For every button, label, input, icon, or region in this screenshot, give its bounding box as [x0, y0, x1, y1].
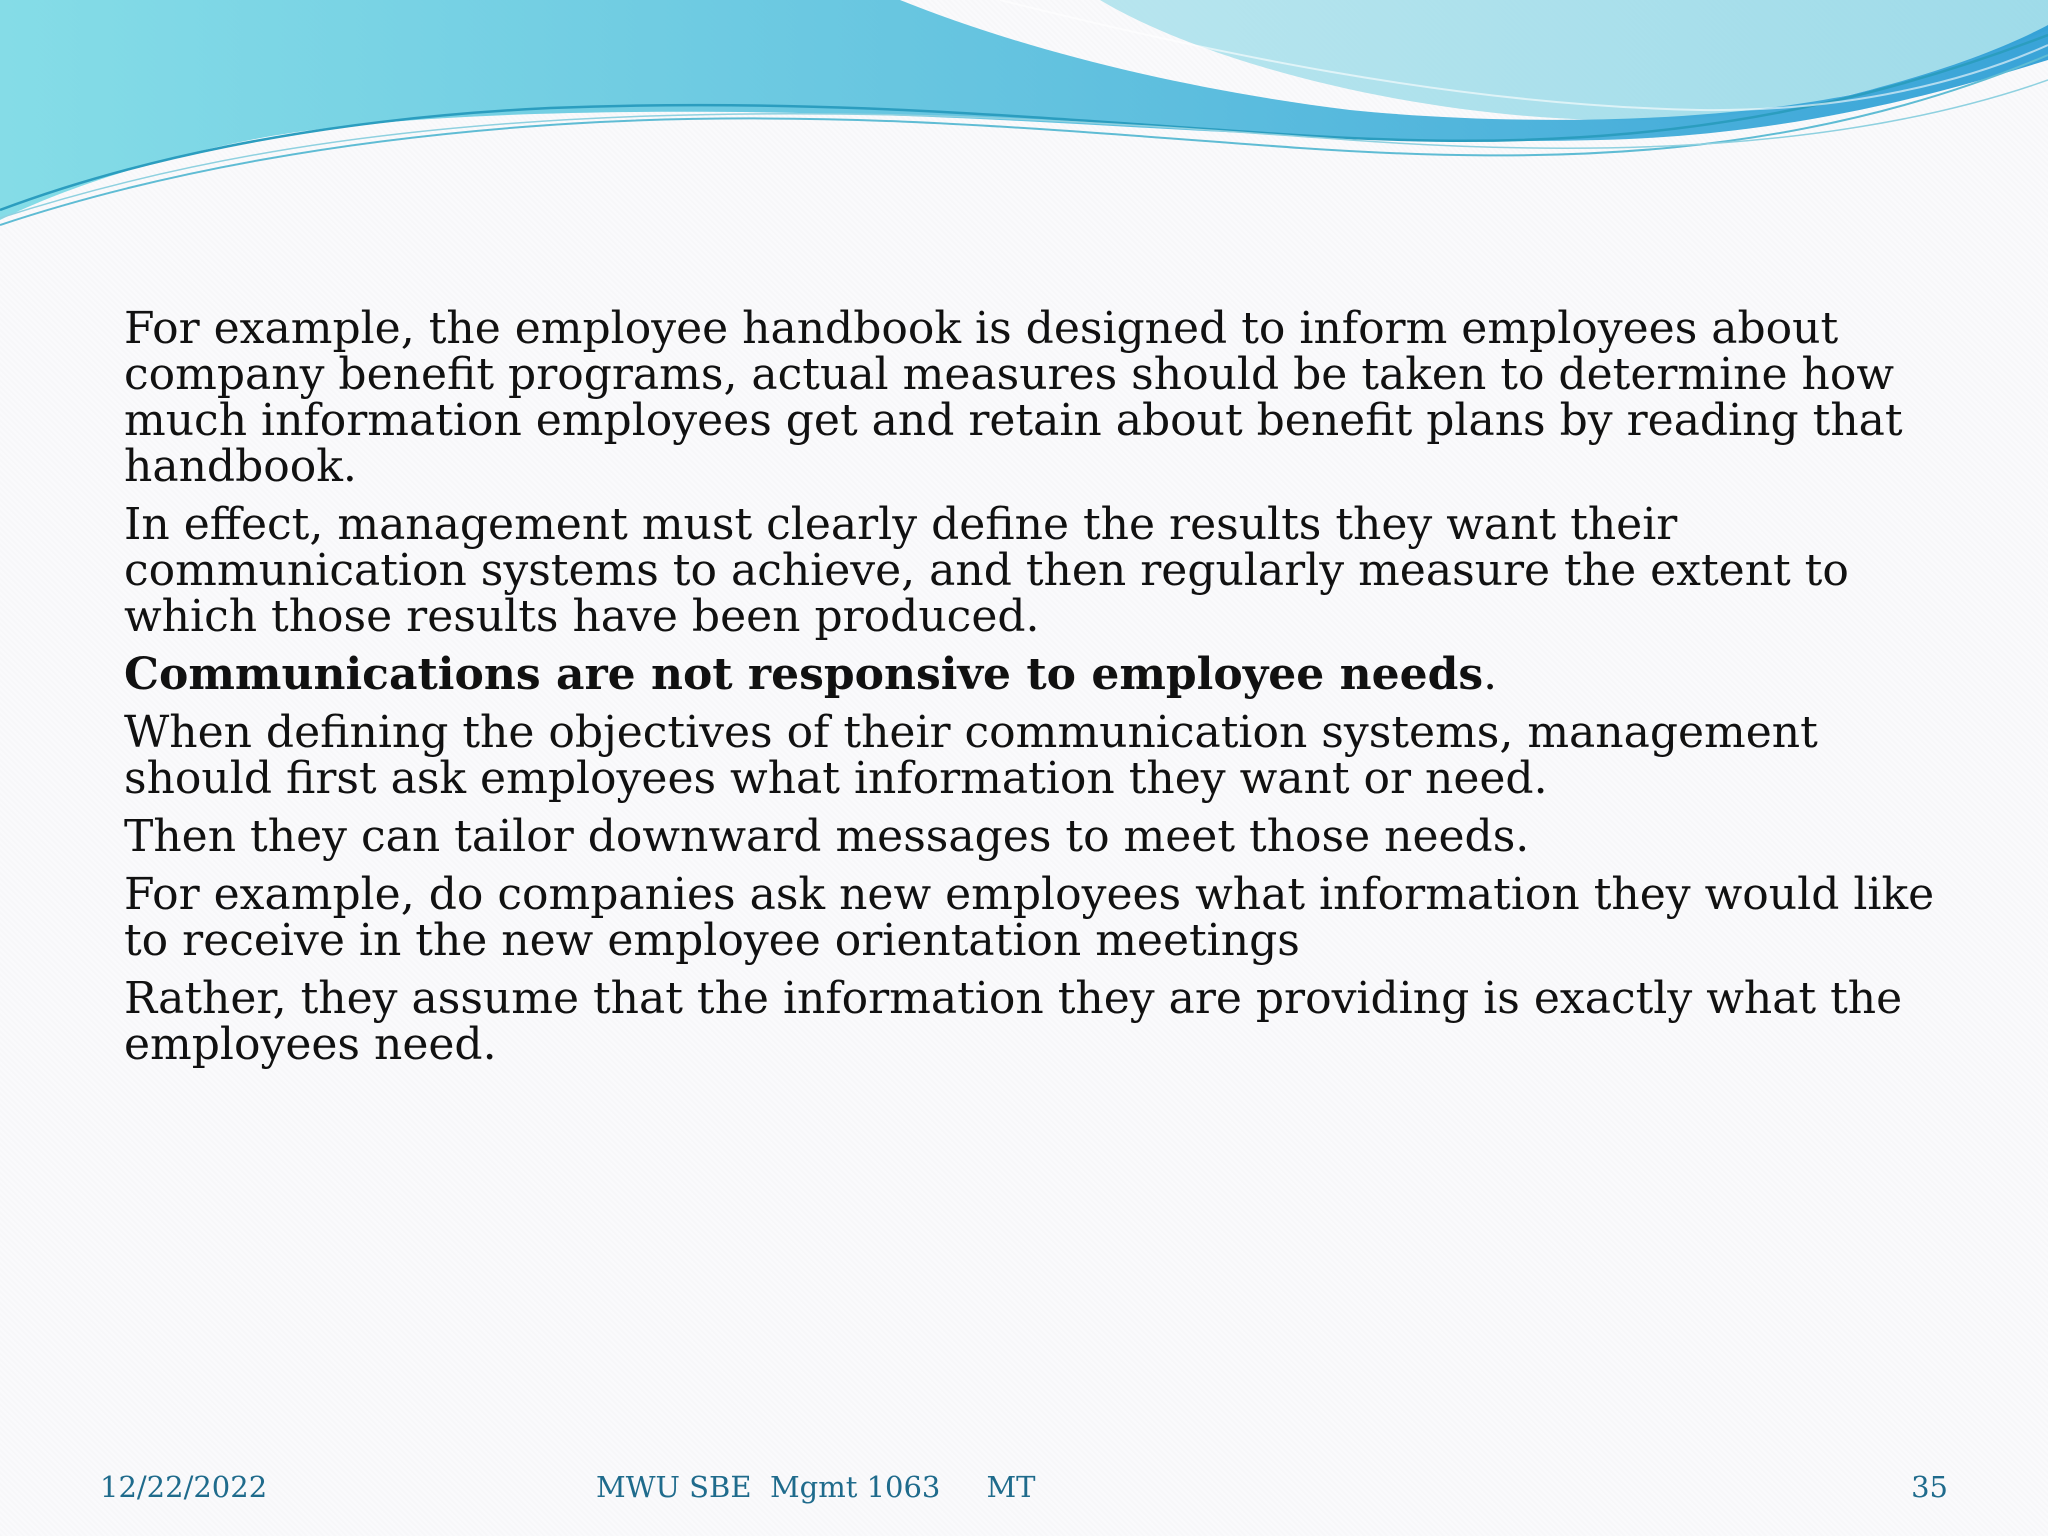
paragraph-handbook-example: For example, the employee handbook is designed to inform employees about company benefit programs, actual measures should be taken to determine how much information employees get and retain about benefit plans by reading that handbook.	[124, 303, 1903, 492]
footer-page-number: 35	[1911, 1470, 1948, 1504]
paragraph-define-results: In effect, management must clearly define the results they want their communication systems to achieve, and then regularly measure the extent to which those results have been produced.	[124, 499, 1849, 642]
bold-heading-period: .	[1483, 649, 1498, 700]
paragraph-orientation-example: For example, do companies ask new employees what information they would like to receive in the new employee orientation meetings	[124, 869, 1935, 966]
paragraph-defining-objectives: When defining the objectives of their communication systems, management should first ask employees what information they want or need.	[124, 707, 1818, 804]
footer-date: 12/22/2022	[100, 1470, 268, 1504]
paragraph-assumption: Rather, they assume that the information they are providing is exactly what the employees need.	[124, 973, 1903, 1070]
bold-heading: Communications are not responsive to employee needs	[124, 649, 1484, 700]
footer-course: MWU SBE Mgmt 1063 MT	[596, 1470, 1036, 1504]
header-wave-decoration	[0, 0, 2048, 240]
paragraph-tailor-messages: Then they can tailor downward messages to meet those needs.	[124, 811, 1530, 862]
paragraph-heading	[124, 649, 1954, 700]
slide-body	[124, 303, 1954, 1080]
